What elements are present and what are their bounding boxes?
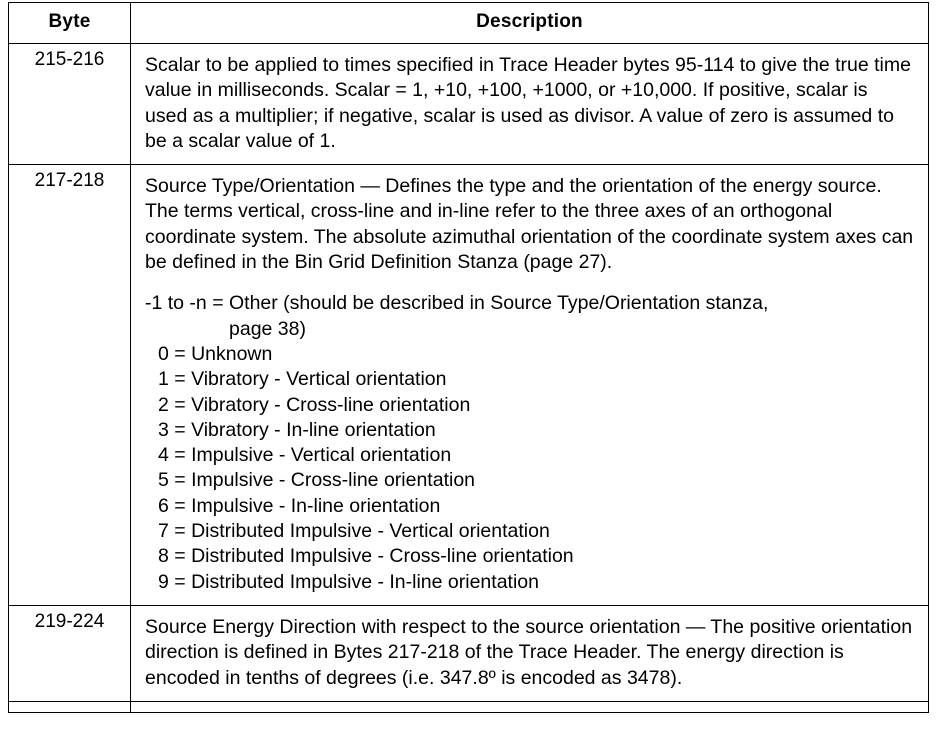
source-type-code-list xyxy=(145,291,914,595)
code-list-intro: -1 to -n = Other (should be described in Source Type/Orientation stanza, xyxy=(145,292,769,315)
byte-range-cell: 215-216 xyxy=(9,44,131,165)
list-item: 7 = Distributed Impulsive - Vertical orientation xyxy=(158,520,550,543)
list-item: 9 = Distributed Impulsive - In-line orientation xyxy=(158,570,539,593)
table-row xyxy=(9,605,929,701)
table-row xyxy=(9,44,929,165)
list-item: 5 = Impulsive - Cross-line orientation xyxy=(158,469,476,492)
description-cell xyxy=(131,605,929,701)
code-list xyxy=(145,342,914,595)
list-item: 4 = Impulsive - Vertical orientation xyxy=(158,444,452,467)
list-item: 0 = Unknown xyxy=(158,342,273,365)
list-item: 3 = Vibratory - In-line orientation xyxy=(158,418,436,441)
table-header-row xyxy=(9,3,929,44)
description-cell xyxy=(131,44,929,165)
byte-range-cell: 217-218 xyxy=(9,165,131,606)
list-item: 1 = Vibratory - Vertical orientation xyxy=(158,368,447,391)
list-item: 8 = Distributed Impulsive - Cross-line orientation xyxy=(158,545,574,568)
description-cell xyxy=(131,165,929,606)
column-header-description: Description xyxy=(131,3,929,44)
code-list-intro-continuation: page 38) xyxy=(229,317,306,340)
list-item: 6 = Impulsive - In-line orientation xyxy=(158,494,441,517)
description-cell-partial xyxy=(131,701,929,712)
list-item: 2 = Vibratory - Cross-line orientation xyxy=(158,393,471,416)
table-header xyxy=(9,3,929,44)
byte-range-cell-partial xyxy=(9,701,131,712)
table-body xyxy=(9,44,929,713)
table-row xyxy=(9,165,929,606)
description-paragraph: Source Type/Orientation — Defines the type and the orientation of the energy source. The terms vertical, cross-line and in-line refer to the three axes of an orthogonal coordinate system. The absolute azimuthal orientation of the coordinate system axes can be defined in the Bin Grid Definition Stanza (page 27). xyxy=(145,175,914,274)
byte-range-cell: 219-224 xyxy=(9,605,131,701)
description-paragraph: Source Energy Direction with respect to the source orientation — The positive orientation direction is defined in Bytes 217-218 of the Trace Header. The energy direction is encoded in tenths of degrees (i.e. 347.8º is encoded as 3478). xyxy=(145,615,913,689)
trace-header-spec-table xyxy=(8,2,929,713)
column-header-byte: Byte xyxy=(9,3,131,44)
description-paragraph: Scalar to be applied to times specified in Trace Header bytes 95-114 to give the true time value in milliseconds. Scalar = 1, +10, +100, +1000, or +10,000. If positive, scalar is used as a multiplier; if negative, scalar is used as divisor. A value of zero is assumed to be a scalar value of 1. xyxy=(145,54,911,152)
table-row-partial xyxy=(9,701,929,712)
